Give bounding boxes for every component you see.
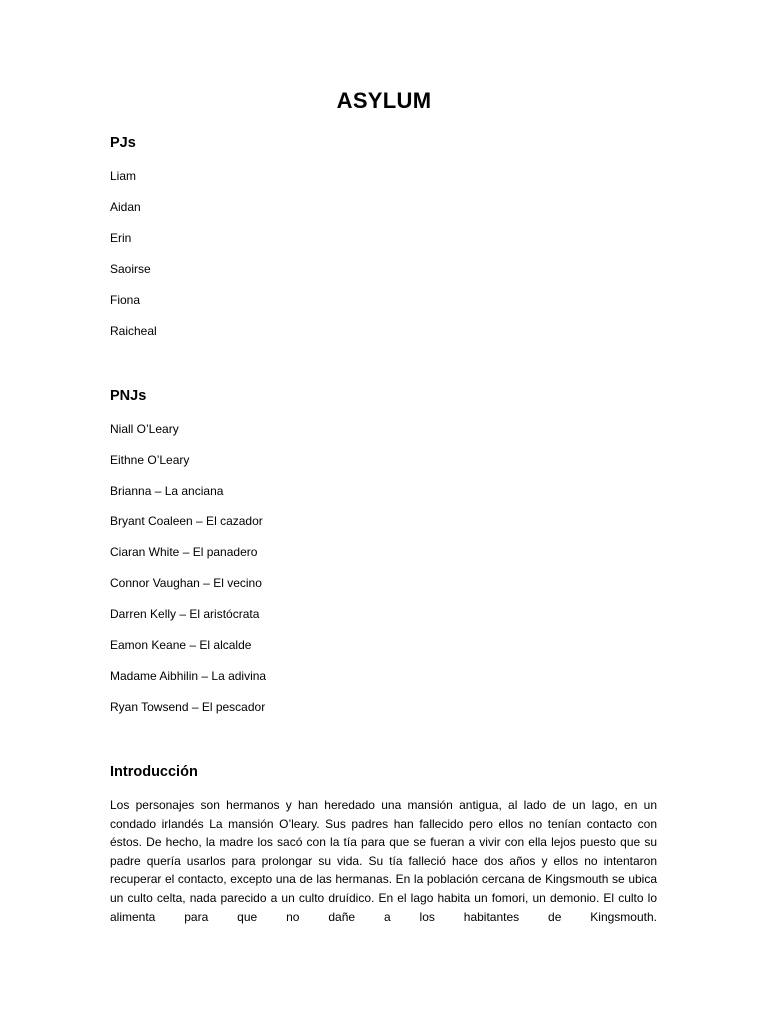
- pjs-heading: PJs: [110, 135, 136, 151]
- pnj-list-item: Connor Vaughan – El vecino: [110, 576, 262, 590]
- pnj-list-item: Niall O’Leary: [110, 422, 179, 436]
- document-title: ASYLUM: [336, 88, 432, 113]
- pnjs-heading: PNJs: [110, 388, 147, 404]
- pj-list-item: Aidan: [110, 200, 141, 214]
- pnj-list-item: Ryan Towsend – El pescador: [110, 700, 266, 714]
- pj-list-item: Liam: [110, 169, 137, 183]
- intro-heading: Introducción: [110, 764, 198, 780]
- pnj-list-item: Eamon Keane – El alcalde: [110, 638, 252, 652]
- pnj-list-item: Ciaran White – El panadero: [110, 545, 258, 559]
- pj-list-item: Fiona: [110, 293, 141, 307]
- pj-list-item: Erin: [110, 231, 132, 245]
- intro-paragraph: Los personajes son hermanos y han heredado una mansión antigua, al lado de un lago, en un condado irlandés La mansión O’leary. Sus padres han fallecido pero ellos no tenían contacto con éstos. De hecho, la madre los sacó con la tía para que se fueran a vivir con ella lejos puesto que su padre quería usarlos para prolongar su vida. Su tía falleció hace dos años y ellos no intentaron recuperar el contacto, excepto una de las hermanas. En la población cercana de Kingsmouth se ubica un culto celta, nada parecido a un culto druídico. En el lago habita un fomori, un demonio. El culto lo alimenta para que no dañe a los habitantes de Kingsmouth.: [110, 798, 657, 924]
- pnj-list-item: Brianna – La anciana: [110, 484, 224, 498]
- pnj-list-item: Darren Kelly – El aristócrata: [110, 607, 260, 621]
- pnj-list-item: Bryant Coaleen – El cazador: [110, 514, 263, 528]
- pnj-list-item: Eithne O’Leary: [110, 453, 190, 467]
- pnj-list-item: Madame Aibhilin – La adivina: [110, 669, 267, 683]
- pj-list-item: Saoirse: [110, 262, 151, 276]
- pj-list-item: Raicheal: [110, 324, 157, 338]
